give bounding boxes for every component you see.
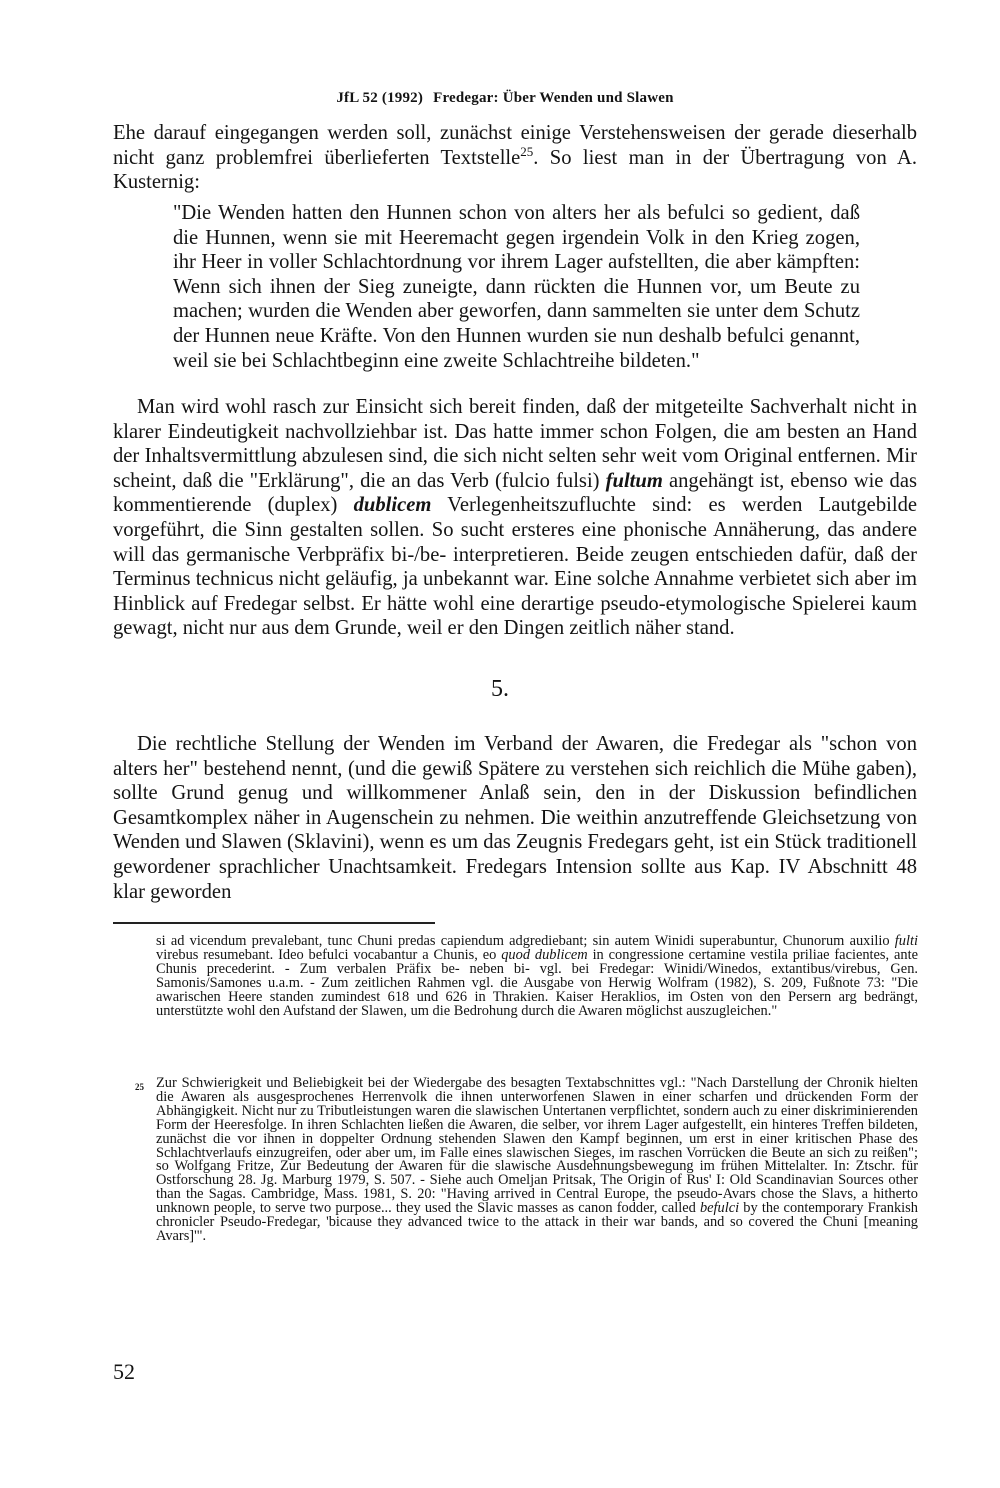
footnote-reference-25[interactable]: 25 xyxy=(520,143,534,159)
fn25-term-befulci: befulci xyxy=(699,1200,740,1217)
quote-text: "Die Wenden hatten den Hunnen schon von alters her als befulci so gedient, daß die Hunnen, wenn sie mit Heeremacht gegen irgendein Volk in den Krieg zogen, ihr Heer in voller Schlachtordnung vor ihrem Lager aufstellten, die aber kämpften: Wenn sich ihnen der Sieg zuneigte, dann rückten die Hunnen vor, um Beute zu machen; wurden die Wenden aber geworfen, dann sammelten sie unter dem Schutz der Hunnen neue Kräfte. Von den Hunnen wurden sie nun deshalb befulci genannt, weil sie bei Schlachtbeginn eine zweite Schlachtreihe bildeten." xyxy=(173,202,860,372)
footnote-continuation xyxy=(156,935,918,1018)
journal-reference: JfL 52 (1992) xyxy=(336,90,424,106)
intro-paragraph xyxy=(113,121,917,195)
footnote-marker-25: 25 xyxy=(135,1082,144,1092)
para2-text-1: Man wird wohl rasch zur Einsicht sich bereit finden, daß der mitgeteilte Sachverhalt nicht in klarer Eindeutigkeit nachvollziehbar ist. Das hatte immer schon Folgen, die am besten an Hand der Inhaltsvermittlung abzulesen sind, die sich nicht selten sehr weit vom Original entfernen. Mir scheint, daß die "Erklärung", die an das Verb (fulcio fulsi) xyxy=(113,396,917,492)
section-heading: 5. xyxy=(491,676,509,702)
fn-cont-text-3: in congressione certamine vestila priliae facientes, ante Chunis precederint. - Zum verbalen Präfix be- neben bi- vgl. bei Fredegar: Winidi/Winedos, extantibus/virebus, Gen. Samonis/Samones u.a.m. - Zum zeitlichen Rahmen vgl. die Ausgabe von Herwig Wolfram (1982), S. 209, Fußnote 73: "Die awarischen Heere standen zumindest 618 und 626 in Thrakien. Kaiser Heraklios, im Osten von den Persern arg bedrängt, unterstützte wohl den Aufstand der Slawen, um die Bedrohung durch die Awaren möglichst auszugleichen." xyxy=(156,946,918,1019)
fn-term-fulti: fulti xyxy=(894,933,918,949)
fn25-text-1: Zur Schwierigkeit und Beliebigkeit bei der Wiedergabe des besagten Textabschnittes vgl.: "Nach Darstellung der Chronik hielten die Awaren als ausgesprochenes Herrenvolk die ihnen unterworfenen Slawen in einer scharfen und drückenden Form der Abhängigkeit. Nicht nur zu Tributleistungen waren die slawischen Untertanen verpflichtet, sondern auch zu einer diskriminierenden Form der Heeresfolge. In ihren Schlachten ließen die Awaren, die selber, vor ihrem Lager aufgestellt, ein hinteres Treffen bildeten, zunächst die vor ihnen in doppelter Ordnung stehenden Slawen den Kampf beginnen, um erst in einer kritischen Phase des Schlachtverlaufs einzugreifen, oder aber um, im Falle eines slawischen Sieges, im raschen Vorrücken die Beute an sich zu reißen"; so Wolfgang Fritze, Zur Bedeutung der Awaren für die slawische Ausdehnungsbewegung im frühen Mittelalter. In: Ztschr. für Ostforschung 28. Jg. Marburg 1979, S. 507. - Siehe auch Omeljan Pritsak, The Origin of Rus' I: Old Scandinavian Sources other than the Sagas. Cambridge, Mass. 1981, S. 20: "Having arrived in Central Europe, the pseudo-Avars chose the Slavs, a hitherto unknown people, to serve two purpose... they used the Slavic masses as canon fodder, called xyxy=(156,1075,918,1217)
footnote-divider xyxy=(113,922,435,924)
term-dublicem: dublicem xyxy=(353,494,432,517)
footnote-25 xyxy=(156,1077,918,1244)
block-quote xyxy=(173,201,860,373)
intro-text: Ehe darauf eingegangen werden soll, zunächst einige Verstehensweisen der gerade dieserhalb nicht ganz problemfrei überlieferten Textstelle xyxy=(113,122,917,169)
para3-text: Die rechtliche Stellung der Wenden im Verband der Awaren, die Fredegar als "schon von alters her" bestehend nennt, (und die gewiß Spätere zu verstehen sich reichlich die Mühe gaben), sollte Grund genug und willkommener Anlaß sein, den in der Diskussion befindlichen Gesamtkomplex näher in Augenschein zu nehmen. Die weithin anzutreffende Gleichsetzung von Wenden und Slawen (Sklavini), wenn es um das Zeugnis Fredegars geht, ist ein Stück traditionell gewordener sprachlicher Unachtsamkeit. Fredegars Intension sollte aus Kap. IV Abschnitt 48 klar geworden xyxy=(113,733,917,903)
fn-term-quod-dublicem: quod dublicem xyxy=(501,946,588,963)
term-fultum: fultum xyxy=(605,469,663,492)
fn-cont-text-1: si ad vicendum prevalebant, tunc Chuni predas capiendum adgrediebant; sin autem Winidi superabuntur, Chunorum auxilio xyxy=(156,933,895,949)
page-number: 52 xyxy=(113,1359,135,1384)
para2-text-2: angehängt ist, ebenso wie das kommentierende (duplex) xyxy=(113,469,917,517)
running-head xyxy=(0,90,1000,107)
paragraph-3 xyxy=(113,732,917,904)
para2-text-3: Verlegenheitszufluchte sind: es werden Lautgebilde vorgeführt, die Sinn gestalten sollen. So sucht ersteres eine phonische Annäherung, das andere will das germanische Verbpräfix bi-/be- interpretieren. Beide zeugen entschieden dafür, daß der Terminus technicus nicht geläufig, ja unbekannt war. Eine solche Annahme verbietet sich aber im Hinblick auf Fredegar selbst. Er hätte wohl eine derartige pseudo-etymologische Spielerei kaum gewagt, nicht nur aus dem Grunde, weil er den Dingen zeitlich näher stand. xyxy=(113,494,918,640)
paragraph-2 xyxy=(113,395,917,641)
intro-text-after: . So liest man in der Übertragung von A. Kusternig: xyxy=(113,146,917,194)
article-title: Fredegar: Über Wenden und Slawen xyxy=(433,90,674,106)
fn-cont-text-2: virebus resumebant. Ideo befulci vocabantur a Chunis, eo xyxy=(156,946,502,963)
fn25-text-2: by the contemporary Frankish chronicler Pseudo-Fredegar, 'bicause they advanced twice to the attack in their war bands, and so covered the Chuni [meaning Avars]'". xyxy=(156,1200,918,1244)
